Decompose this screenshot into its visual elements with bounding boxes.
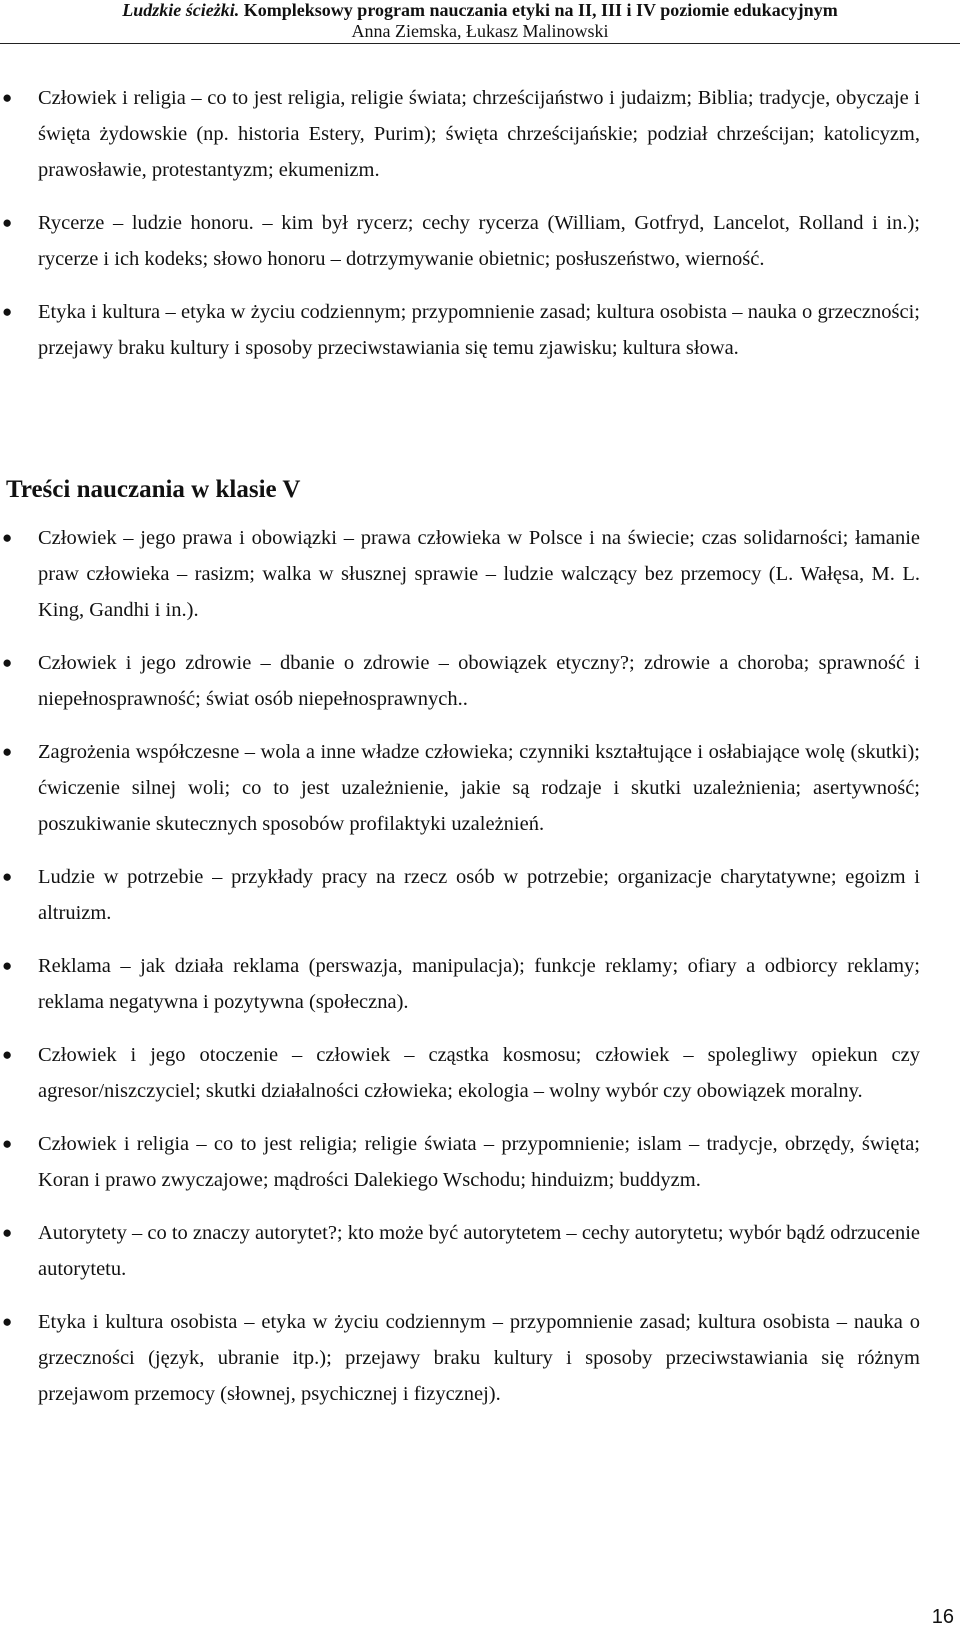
header-divider <box>0 43 960 44</box>
authors: Anna Ziemska, Łukasz Malinowski <box>351 21 609 41</box>
bullet-icon: ● <box>2 302 13 321</box>
list-item <box>0 294 920 366</box>
list-item-text: Ludzie w potrzebie – przykłady pracy na rzecz osób w potrzebie; organizacje charytatywne; egoizm i altruizm. <box>38 866 920 924</box>
list-item-text: Człowiek i religia – co to jest religia, religie świata; chrześcijaństwo i judaizm; Biblia; tradycje, obyczaje i święta żydowskie (np. historia Estery, Purim); święta chrześcijańskie; podział chrześcijan; katolicyzm, prawosławie, protestantyzm; ekumenizm. <box>38 87 920 181</box>
list-item <box>0 1037 920 1109</box>
list-item-text: Człowiek – jego prawa i obowiązki – prawa człowieka w Polsce i na świecie; czas solidarności; łamanie praw człowieka – rasizm; walka w słusznej sprawie – ludzie walczący bez przemocy (L. Wałęsa, M. L. King, Gandhi i in.). <box>38 527 920 621</box>
bullet-icon: ● <box>2 653 13 672</box>
list-item-text: Reklama – jak działa reklama (perswazja, manipulacja); funkcje reklamy; ofiary a odbiorcy reklamy; reklama negatywna i pozytywna (społeczna). <box>38 955 920 1013</box>
bullet-icon: ● <box>2 1045 13 1064</box>
list-item-text: Etyka i kultura osobista – etyka w życiu codziennym – przypomnienie zasad; kultura osobista – nauka o grzeczności (język, ubranie itp.); przejawy braku kultury i sposoby przeciwstawiania się różnym przejawom przemocy (słownej, psychicznej i fizycznej). <box>38 1311 920 1405</box>
bullet-icon: ● <box>2 528 13 547</box>
list-item <box>0 645 920 717</box>
list-item <box>0 1215 920 1287</box>
topic-list-previous-class <box>0 80 920 366</box>
bullet-icon: ● <box>2 1223 13 1242</box>
page-number: 16 <box>931 1606 954 1628</box>
list-item-text: Etyka i kultura – etyka w życiu codziennym; przypomnienie zasad; kultura osobista – nauka o grzeczności; przejawy braku kultury i sposoby przeciwstawiania się temu zjawisku; kultura słowa. <box>38 301 920 359</box>
list-item-text: Człowiek i jego otoczenie – człowiek – cząstka kosmosu; człowiek – spolegliwy opiekun czy agresor/niszczyciel; skutki działalności człowieka; ekologia – wolny wybór czy obowiązek moralny. <box>38 1044 920 1102</box>
list-item-text: Człowiek i religia – co to jest religia; religie świata – przypomnienie; islam – tradycje, obrzędy, święta; Koran i prawo zwyczajowe; mądrości Dalekiego Wschodu; hinduizm; buddyzm. <box>38 1133 920 1191</box>
list-item <box>0 1304 920 1412</box>
bullet-icon: ● <box>2 956 13 975</box>
list-item <box>0 734 920 842</box>
bullet-icon: ● <box>2 1134 13 1153</box>
list-item <box>0 80 920 188</box>
list-item <box>0 520 920 628</box>
list-item <box>0 205 920 277</box>
program-title <box>0 0 960 21</box>
list-item-text: Człowiek i jego zdrowie – dbanie o zdrowie – obowiązek etyczny?; zdrowie a choroba; sprawność i niepełnosprawność; świat osób niepełnosprawnych.. <box>38 652 920 710</box>
list-item <box>0 948 920 1020</box>
page-header <box>0 0 960 42</box>
bullet-icon: ● <box>2 88 13 107</box>
list-item-text: Autorytety – co to znaczy autorytet?; kto może być autorytetem – cechy autorytetu; wybór bądź odrzucenie autorytetu. <box>38 1222 920 1280</box>
bullet-icon: ● <box>2 213 13 232</box>
list-item <box>0 1126 920 1198</box>
bullet-icon: ● <box>2 867 13 886</box>
program-title-rest: Kompleksowy program nauczania etyki na II, III i IV poziomie edukacyjnym <box>239 0 838 20</box>
topic-list-class-v <box>0 520 920 1412</box>
program-title-italic: Ludzkie ścieżki. <box>122 0 240 20</box>
list-item-text: Zagrożenia współczesne – wola a inne władze człowieka; czynniki kształtujące i osłabiające wolę (skutki); ćwiczenie silnej woli; co to jest uzależnienie, jakie są rodzaje i skutki uzależnienia; asertywność; poszukiwanie skutecznych sposobów profilaktyki uzależnień. <box>38 741 920 835</box>
bullet-icon: ● <box>2 742 13 761</box>
bullet-icon: ● <box>2 1312 13 1331</box>
list-item <box>0 859 920 931</box>
list-item-text: Rycerze – ludzie honoru. – kim był rycerz; cechy rycerza (William, Gotfryd, Lancelot, Rolland i in.); rycerze i ich kodeks; słowo honoru – dotrzymywanie obietnic; posłuszeństwo, wierność. <box>38 212 920 270</box>
section-title: Treści nauczania w klasie V <box>6 476 301 503</box>
